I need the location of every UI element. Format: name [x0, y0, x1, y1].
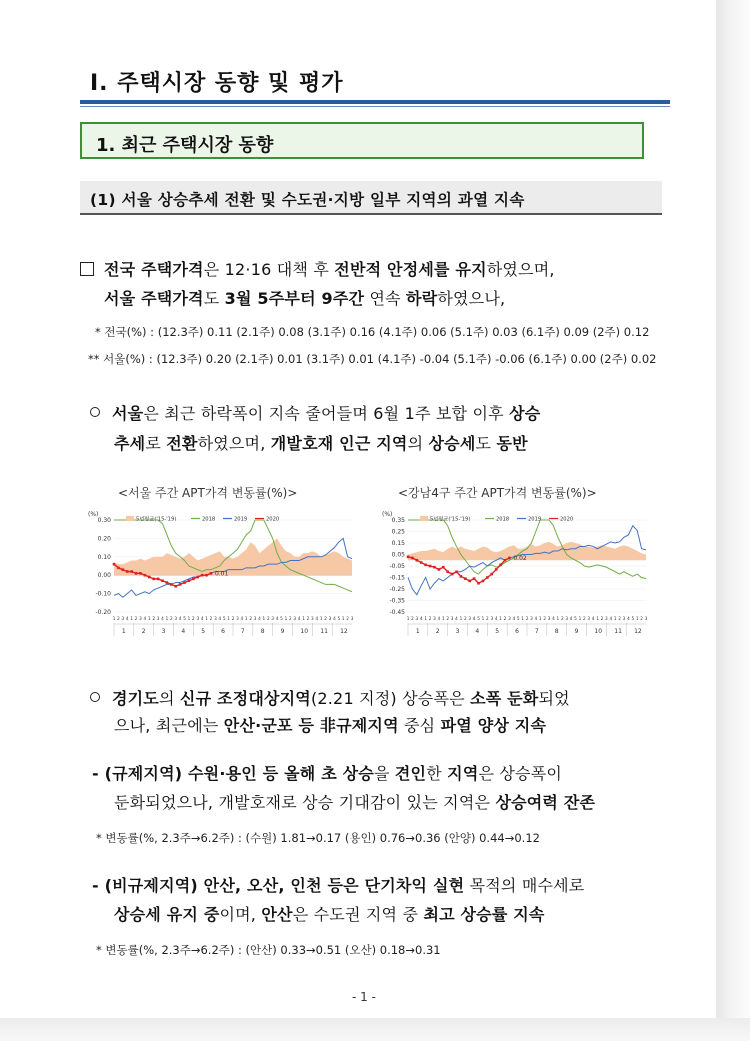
series-point-2020: [188, 579, 191, 582]
y-tick-label: 0.05: [391, 551, 405, 559]
x-week-tick: 4: [552, 616, 555, 621]
x-week-tick: 5: [477, 616, 480, 621]
axis-unit-label: (%): [382, 511, 393, 518]
x-week-tick: 2: [411, 616, 414, 621]
y-tick-label: 0.30: [97, 517, 111, 524]
text-bold: 최고 상승률 지속: [423, 905, 545, 924]
series-point-2020: [464, 577, 467, 580]
x-month-label: 7: [534, 628, 539, 635]
text-bold: 하락: [406, 289, 438, 308]
y-tick-label: -0.05: [389, 563, 405, 570]
x-week-tick: 3: [214, 616, 217, 621]
x-week-tick: 3: [547, 616, 551, 621]
series-point-2020: [442, 566, 445, 569]
series-point-2020: [473, 577, 476, 580]
x-week-tick: 4: [178, 616, 182, 621]
series-point-2020: [205, 574, 208, 577]
series-point-2020: [157, 578, 160, 581]
text-bold: 개발호재 인근 지역: [270, 434, 408, 453]
text-bold: 3월 5주부터 9주간: [224, 289, 365, 308]
y-tick-label: -0.35: [389, 597, 405, 605]
circle-bullet-icon: [90, 692, 100, 702]
text: 은 12·16 대책 후: [203, 260, 335, 279]
chart-title-gangnam: <강남4구 주간 APT가격 변동률(%)>: [398, 486, 597, 500]
x-week-tick: 4: [534, 616, 538, 621]
series-point-2020: [504, 559, 507, 562]
series-point-2020: [438, 568, 441, 571]
x-month-label: 10: [594, 628, 603, 635]
subsection-title: (1) 서울 상승추세 전환 및 수도권·지방 일부 지역의 과열 지속: [90, 191, 525, 209]
page-heading: Ⅰ. 주택시장 동향 및 평가: [90, 71, 344, 96]
x-week-tick: 3: [644, 616, 648, 621]
x-week-tick: 3: [311, 616, 314, 621]
x-week-tick: 2: [266, 616, 270, 621]
x-week-tick: 4: [437, 616, 441, 621]
x-week-tick: 3: [350, 616, 354, 621]
x-week-tick: 3: [139, 616, 142, 621]
x-week-tick: 5: [631, 616, 635, 621]
x-week-tick: 4: [200, 616, 204, 621]
x-week-tick: 1: [424, 616, 428, 621]
x-week-tick: 2: [463, 616, 467, 621]
series-point-2020: [126, 570, 129, 573]
series-point-2020: [411, 557, 414, 560]
para4-line1: [92, 761, 562, 784]
heading-rule: [80, 100, 670, 104]
x-week-tick: 4: [315, 616, 319, 621]
series-point-2020: [486, 576, 489, 579]
series-point-2020: [495, 568, 498, 571]
x-month-label: 9: [574, 628, 579, 635]
series-point-2020: [460, 575, 463, 578]
x-month-label: 11: [614, 628, 622, 635]
x-week-tick: 2: [446, 616, 450, 621]
x-week-tick: 5: [222, 616, 226, 621]
y-tick-label: 0.20: [97, 535, 111, 543]
x-week-tick: 2: [169, 616, 173, 621]
text-bold: 파열 양상 지속: [440, 716, 547, 735]
x-week-tick: 5: [337, 616, 341, 621]
series-point-2020: [113, 563, 116, 566]
x-week-tick: 5: [280, 616, 283, 621]
text: 한: [426, 764, 448, 783]
series-point-2020: [161, 579, 164, 582]
text-bold: 상승여력 잔존: [495, 793, 596, 812]
legend-label: 2020: [266, 516, 280, 523]
x-week-tick: 3: [490, 616, 494, 621]
x-week-tick: 3: [587, 616, 591, 621]
series-point-2020: [407, 556, 410, 559]
x-week-tick: 3: [433, 616, 436, 621]
y-tick-label: 0.35: [391, 517, 405, 524]
text: 하였으며,: [197, 434, 271, 453]
x-week-tick: 4: [161, 616, 164, 621]
x-week-tick: 1: [284, 616, 288, 621]
x-week-tick: 1: [441, 616, 445, 621]
x-month-label: 3: [161, 628, 166, 635]
x-week-tick: 2: [152, 616, 156, 621]
text: 하였으나,: [437, 289, 506, 308]
x-week-tick: 4: [258, 616, 261, 621]
text-bold: - (비규제지역) 안산, 오산, 인천 등은: [92, 876, 365, 895]
series-point-2020: [477, 582, 480, 585]
series-point-2020: [192, 578, 195, 581]
text: 으나, 최근에는: [114, 716, 224, 735]
series-point-2020: [139, 572, 142, 575]
x-month-label: 5: [495, 628, 500, 635]
x-month-label: 6: [221, 628, 225, 635]
x-week-tick: 3: [530, 616, 533, 621]
legend-label: 5년평균('15-'19): [136, 516, 177, 523]
page-edge-shadow: [716, 0, 750, 1041]
para5-line1: [92, 873, 584, 896]
x-week-tick: 1: [538, 616, 542, 621]
text-bold: 상승세: [428, 434, 476, 453]
text-bold: 신규 조정대상지역: [179, 689, 311, 708]
x-week-tick: 4: [627, 616, 630, 621]
x-week-tick: 3: [174, 616, 178, 621]
series-point-2020: [455, 570, 458, 573]
x-week-tick: 3: [565, 616, 569, 621]
text: 도: [203, 289, 225, 308]
x-month-label: 2: [141, 628, 146, 635]
text-bold: 전반적 안정세를 유지: [334, 260, 487, 279]
x-week-tick: 4: [591, 616, 595, 621]
x-month-label: 9: [280, 628, 285, 635]
x-week-tick: 1: [481, 616, 485, 621]
x-week-tick: 2: [582, 616, 586, 621]
series-point-2020: [179, 583, 182, 586]
series-point-2020: [148, 576, 151, 579]
series-point-2020: [170, 583, 173, 586]
para4-line2: [114, 790, 595, 813]
x-week-tick: 2: [324, 616, 327, 621]
series-point-2020: [429, 565, 432, 568]
x-week-tick: 2: [231, 616, 235, 621]
text-bold: 서울: [112, 404, 144, 423]
chart-title-seoul: <서울 주간 APT가격 변동률(%)>: [118, 486, 298, 500]
x-week-tick: 2: [525, 616, 529, 621]
x-week-tick: 2: [640, 616, 643, 621]
x-month-label: 7: [240, 628, 245, 635]
text: 되었: [538, 689, 570, 708]
x-week-tick: 1: [556, 616, 560, 621]
x-month-label: 6: [515, 628, 519, 635]
y-tick-label: 0.10: [97, 553, 111, 561]
text: 도: [475, 434, 497, 453]
x-week-tick: 4: [275, 616, 279, 621]
y-tick-label: -0.15: [389, 574, 405, 582]
x-month-label: 8: [260, 628, 265, 635]
x-week-tick: 3: [156, 616, 160, 621]
text: 은 상승폭이: [478, 764, 563, 783]
x-week-tick: 1: [319, 616, 323, 621]
x-month-label: 12: [634, 628, 642, 635]
para2-line2: [114, 431, 528, 454]
text: 연속: [364, 289, 407, 308]
x-month-label: 1: [121, 628, 126, 635]
x-week-tick: 1: [130, 616, 134, 621]
text: (2.21 지정) 상승폭은: [310, 689, 471, 708]
x-week-tick: 2: [486, 616, 489, 621]
x-week-tick: 4: [297, 616, 301, 621]
series-point-2020: [416, 559, 419, 562]
para5-line2: [114, 902, 545, 925]
chart-gangnam: [378, 508, 663, 642]
para2-line1: [90, 401, 540, 424]
x-week-tick: 1: [227, 616, 230, 621]
series-area-5yr-avg: [408, 542, 646, 560]
x-week-tick: 2: [543, 616, 547, 621]
para3-line1: [90, 686, 570, 709]
x-month-label: 3: [455, 628, 460, 635]
text: 의: [407, 434, 429, 453]
series-point-2020: [196, 576, 199, 579]
series-point-2020: [433, 566, 436, 569]
text-bold: 전국 주택가격: [104, 260, 204, 279]
legend-label: 5년평균('15-'19): [430, 516, 471, 523]
para1-line2: [104, 286, 505, 309]
x-month-label: 8: [554, 628, 559, 635]
series-point-2020: [135, 572, 138, 575]
y-tick-label: -0.10: [95, 590, 111, 598]
x-week-tick: 4: [333, 616, 336, 621]
page-bottom-shadow: [0, 1018, 750, 1041]
chart-gangnam-svg: [378, 508, 663, 638]
series-point-2020: [490, 573, 493, 576]
text-bold: - (규제지역) 수원·용인 등 올해 초 상승: [92, 764, 374, 783]
note-national: * 전국(%) : (12.3주) 0.11 (2.1주) 0.08 (3.1주) 0.16 (4.1주) 0.06 (5.1주) 0.03 (6.1주) 0.09 (2주) 0.12: [95, 325, 650, 339]
x-week-tick: 4: [512, 616, 516, 621]
x-week-tick: 3: [196, 616, 200, 621]
x-month-label: 12: [340, 628, 348, 635]
text-bold: 서울 주택가격: [104, 289, 204, 308]
text: 로: [145, 434, 167, 453]
series-point-2020: [166, 581, 169, 584]
x-week-tick: 2: [306, 616, 310, 621]
x-week-tick: 1: [406, 616, 410, 621]
text-bold: 소폭 둔화: [470, 689, 539, 708]
series-point-2020: [420, 561, 423, 564]
x-week-tick: 4: [569, 616, 573, 621]
x-week-tick: 2: [428, 616, 432, 621]
y-tick-label: 0.00: [97, 572, 111, 580]
x-week-tick: 1: [165, 616, 169, 621]
x-week-tick: 4: [419, 616, 423, 621]
text: 목적의 매수세로: [464, 876, 585, 895]
series-point-2020: [201, 574, 204, 577]
x-month-label: 4: [475, 628, 480, 635]
series-point-2020: [117, 567, 120, 570]
x-month-label: 4: [181, 628, 186, 635]
text: 의: [158, 689, 180, 708]
x-week-tick: 4: [240, 616, 244, 621]
x-week-tick: 2: [117, 616, 120, 621]
x-week-tick: 1: [459, 616, 463, 621]
series-point-2020: [508, 557, 511, 560]
note-seoul: ** 서울(%) : (12.3주) 0.20 (2.1주) 0.01 (3.1주) 0.01 (4.1주) -0.04 (5.1주) -0.06 (6.1주) 0.00 (2주) 0.02: [88, 352, 657, 366]
legend-label: 2019: [528, 516, 542, 523]
x-week-tick: 1: [187, 616, 191, 621]
text: 은 최근 하락폭이 지속 줄어들며 6월 1주 보합 이후: [143, 404, 510, 423]
x-week-tick: 2: [600, 616, 604, 621]
chart-seoul-svg: [84, 508, 369, 638]
x-week-tick: 4: [218, 616, 222, 621]
text-bold: 상승: [509, 404, 541, 423]
x-week-tick: 2: [560, 616, 564, 621]
x-week-tick: 4: [494, 616, 498, 621]
x-week-tick: 1: [205, 616, 208, 621]
y-tick-label: -0.25: [389, 586, 405, 593]
x-week-tick: 5: [516, 616, 520, 621]
series-point-2020: [468, 580, 471, 583]
text-bold: 경기도: [112, 689, 159, 708]
x-week-tick: 2: [288, 616, 292, 621]
legend-label: 2019: [234, 516, 248, 523]
text-bold: 동반: [496, 434, 528, 453]
x-month-label: 5: [201, 628, 206, 635]
x-week-tick: 1: [302, 616, 305, 621]
x-week-tick: 2: [503, 616, 507, 621]
text-bold: 안산: [261, 905, 293, 924]
legend-label: 2018: [496, 516, 510, 523]
x-month-label: 2: [435, 628, 440, 635]
para3-line2: [114, 713, 546, 736]
x-week-tick: 1: [521, 616, 524, 621]
series-point-2020: [210, 572, 213, 575]
x-week-tick: 2: [134, 616, 138, 621]
x-week-tick: 2: [249, 616, 253, 621]
y-tick-label: -0.20: [95, 609, 111, 616]
x-week-tick: 3: [293, 616, 297, 621]
data-label-latest: 0.01: [214, 570, 229, 578]
text-bold: 추세: [114, 434, 146, 453]
x-week-tick: 1: [262, 616, 266, 621]
text: 을: [373, 764, 395, 783]
x-week-tick: 1: [341, 616, 345, 621]
series-point-2020: [451, 573, 454, 576]
x-week-tick: 3: [468, 616, 472, 621]
para1-line1: [80, 257, 555, 280]
x-week-tick: 3: [236, 616, 239, 621]
x-week-tick: 5: [574, 616, 577, 621]
x-week-tick: 3: [271, 616, 275, 621]
section-title-box: [80, 122, 644, 159]
chart-seoul: [84, 508, 369, 642]
x-week-tick: 3: [508, 616, 511, 621]
text: 중심: [398, 716, 441, 735]
x-week-tick: 1: [635, 616, 639, 621]
series-point-2020: [499, 564, 502, 567]
heading-rule-thin: [80, 106, 670, 107]
x-month-label: 10: [300, 628, 309, 635]
text-bold: 전환: [166, 434, 198, 453]
data-label-latest: 0.02: [513, 554, 527, 562]
x-week-tick: 2: [192, 616, 195, 621]
series-point-2020: [446, 570, 449, 573]
x-week-tick: 1: [613, 616, 617, 621]
series-point-2020: [130, 570, 133, 573]
x-week-tick: 3: [415, 616, 419, 621]
y-tick-label: 0.25: [391, 528, 405, 536]
x-month-label: 11: [320, 628, 328, 635]
series-point-2020: [424, 564, 427, 567]
text-bold: 단기차익 실현: [364, 876, 465, 895]
text: 둔화되었으나, 개발호재로 상승 기대감이 있는 지역은: [114, 793, 496, 812]
x-week-tick: 2: [618, 616, 621, 621]
legend-label: 2018: [202, 516, 216, 523]
series-point-2020: [183, 581, 186, 584]
series-point-2020: [152, 578, 155, 581]
x-week-tick: 3: [328, 616, 332, 621]
x-week-tick: 1: [596, 616, 599, 621]
x-week-tick: 3: [121, 616, 125, 621]
y-tick-label: 0.15: [391, 540, 405, 547]
note-unregulated: * 변동률(%, 2.3주→6.2주) : (안산) 0.33→0.51 (오산) 0.18→0.31: [96, 943, 441, 957]
x-week-tick: 3: [605, 616, 608, 621]
text-bold: 안산·군포 등 非규제지역: [223, 716, 399, 735]
subsection-title-box: [80, 181, 662, 215]
x-week-tick: 4: [472, 616, 476, 621]
x-week-tick: 3: [253, 616, 257, 621]
x-week-tick: 4: [455, 616, 458, 621]
text: 하였으며,: [486, 260, 555, 279]
series-point-2020: [174, 585, 177, 588]
x-week-tick: 4: [125, 616, 129, 621]
text-bold: 상승세 유지 중: [114, 905, 220, 924]
series-point-2020: [144, 574, 147, 577]
y-tick-label: -0.45: [389, 609, 405, 616]
note-regulated: * 변동률(%, 2.3주→6.2주) : (수원) 1.81→0.17 (용인) 0.76→0.36 (안양) 0.44→0.12: [96, 831, 540, 845]
x-week-tick: 1: [112, 616, 116, 621]
series-point-2020: [482, 580, 485, 583]
text: 이며,: [219, 905, 262, 924]
x-week-tick: 3: [450, 616, 454, 621]
series-point-2020: [122, 568, 125, 571]
x-week-tick: 5: [183, 616, 186, 621]
text: 은 수도권 지역 중: [292, 905, 424, 924]
section-title: 1. 최근 주택시장 동향: [96, 135, 274, 156]
x-week-tick: 1: [578, 616, 582, 621]
x-week-tick: 1: [244, 616, 248, 621]
text-bold: 지역: [447, 764, 479, 783]
x-month-label: 1: [415, 628, 420, 635]
x-week-tick: 2: [346, 616, 349, 621]
legend-label: 2020: [560, 516, 574, 523]
x-week-tick: 3: [622, 616, 626, 621]
x-week-tick: 4: [609, 616, 613, 621]
x-week-tick: 4: [143, 616, 147, 621]
x-week-tick: 1: [499, 616, 502, 621]
axis-unit-label: (%): [88, 511, 99, 518]
circle-bullet-icon: [90, 407, 100, 417]
legend-swatch: [420, 516, 428, 521]
text-bold: 견인: [394, 764, 427, 783]
x-week-tick: 2: [209, 616, 213, 621]
page-number: - 1 -: [352, 990, 376, 1004]
checkbox-bullet-icon: [80, 262, 94, 276]
legend-swatch: [126, 516, 134, 521]
x-week-tick: 1: [147, 616, 151, 621]
